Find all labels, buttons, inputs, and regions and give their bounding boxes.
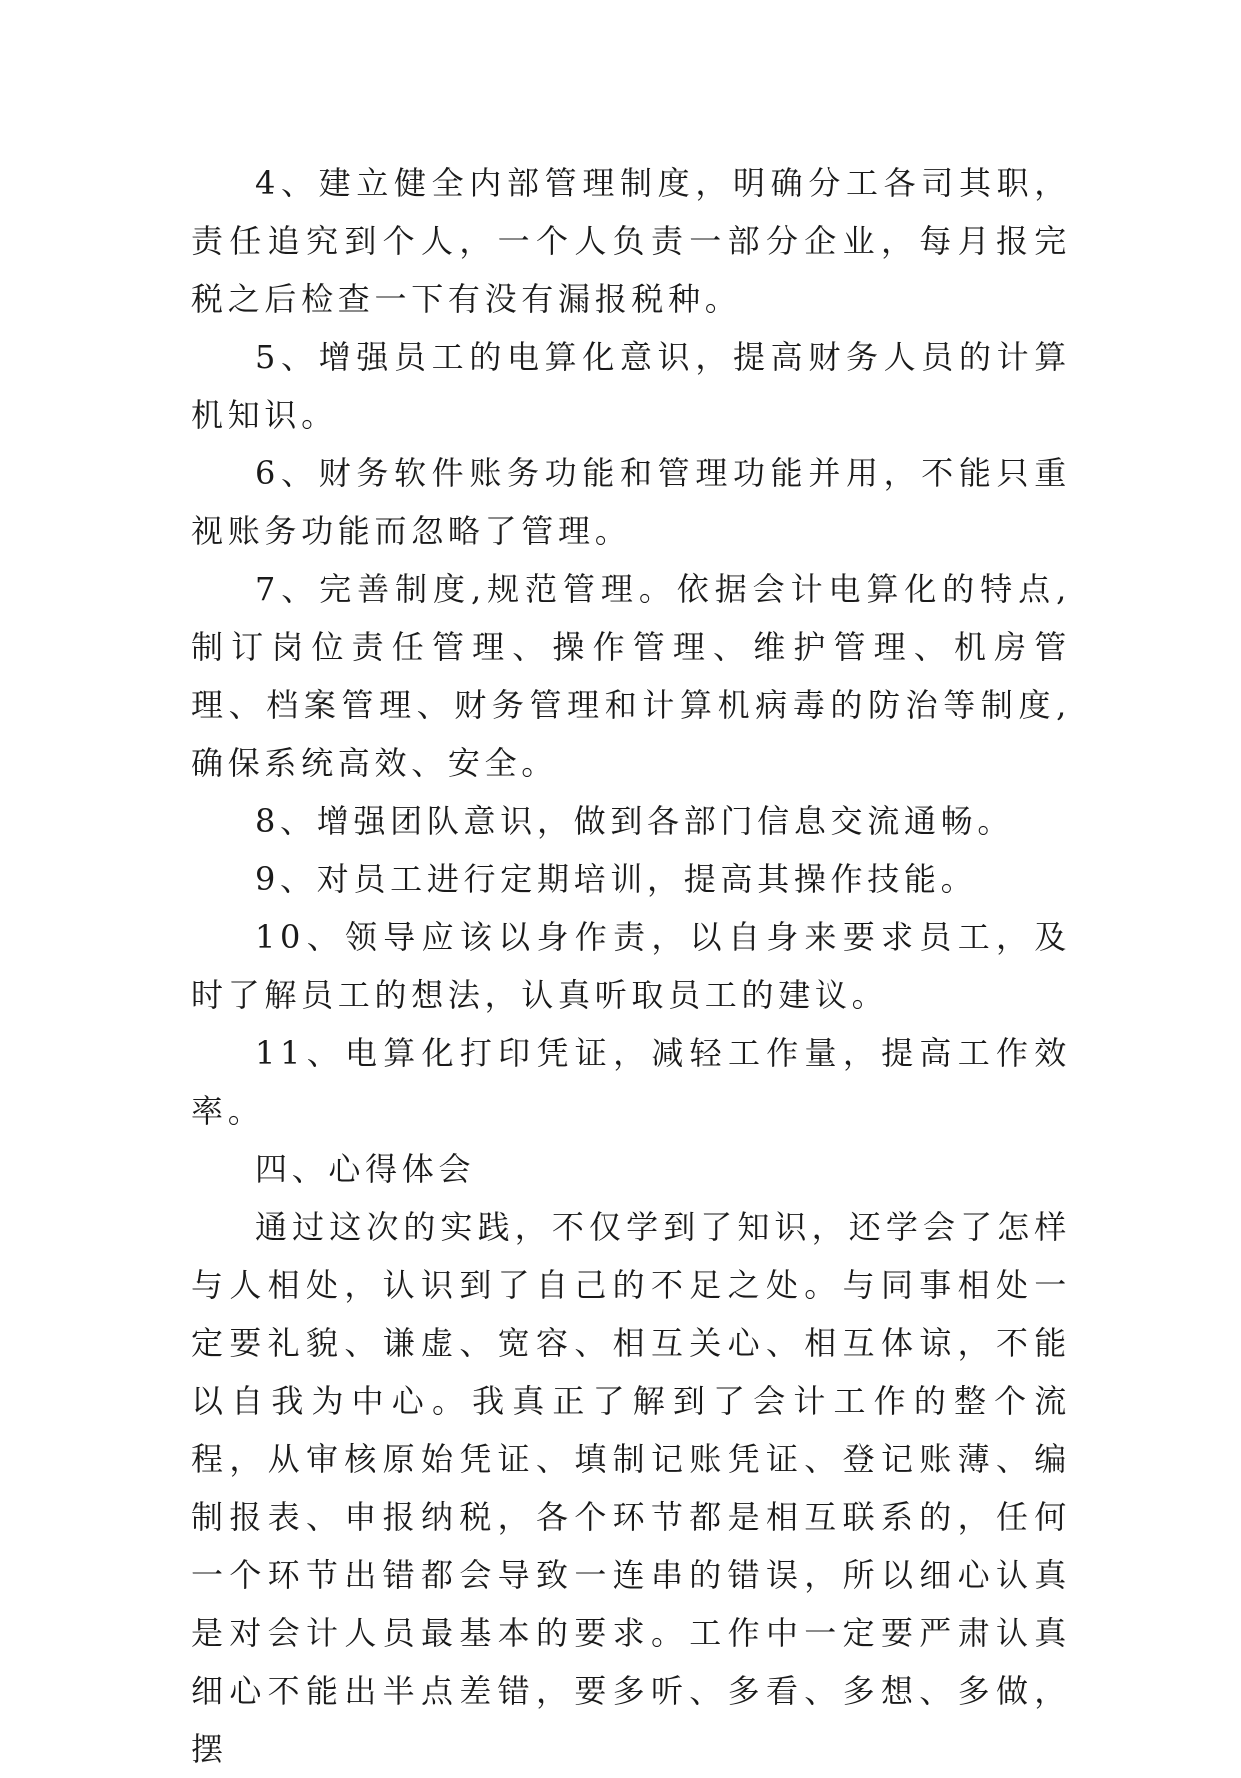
paragraph-item-7: 7、完善制度,规范管理。依据会计电算化的特点,制订岗位责任管理、操作管理、维护管理、机房管理、档案管理、财务管理和计算机病毒的防治等制度,确保系统高效、安全。 <box>191 570 1071 782</box>
paragraph-item-10: 10、领导应该以身作责，以自身来要求员工，及时了解员工的想法，认真听取员工的建议。 <box>191 918 1071 1014</box>
paragraph-item-4: 4、建立健全内部管理制度，明确分工各司其职，责任追究到个人，一个人负责一部分企业，每月报完税之后检查一下有没有漏报税种。 <box>191 164 1071 318</box>
paragraph-item-8: 8、增强团队意识，做到各部门信息交流通畅。 <box>255 802 1015 840</box>
reflection-paragraph: 通过这次的实践，不仅学到了知识，还学会了怎样与人相处，认识到了自己的不足之处。与同事相处一定要礼貌、谦虚、宽容、相互关心、相互体谅，不能以自我为中心。我真正了解到了会计工作的整个流程，从审核原始凭证、填制记账凭证、登记账薄、编制报表、申报纳税，各个环节都是相互联系的，任何一个环节出错都会导致一连串的错误，所以细心认真是对会计人员最基本的要求。工作中一定要严肃认真细心不能出半点差错，要多听、多看、多想、多做，摆 <box>191 1208 1071 1768</box>
document-body <box>191 154 1071 1778</box>
paragraph-item-6: 6、财务软件账务功能和管理功能并用，不能只重视账务功能而忽略了管理。 <box>191 454 1071 550</box>
paragraph-item-5: 5、增强员工的电算化意识，提高财务人员的计算机知识。 <box>191 338 1071 434</box>
paragraph-item-9: 9、对员工进行定期培训，提高其操作技能。 <box>255 860 978 898</box>
paragraph-item-11: 11、电算化打印凭证，减轻工作量，提高工作效率。 <box>191 1034 1071 1130</box>
section-heading: 四、心得体会 <box>255 1150 476 1188</box>
